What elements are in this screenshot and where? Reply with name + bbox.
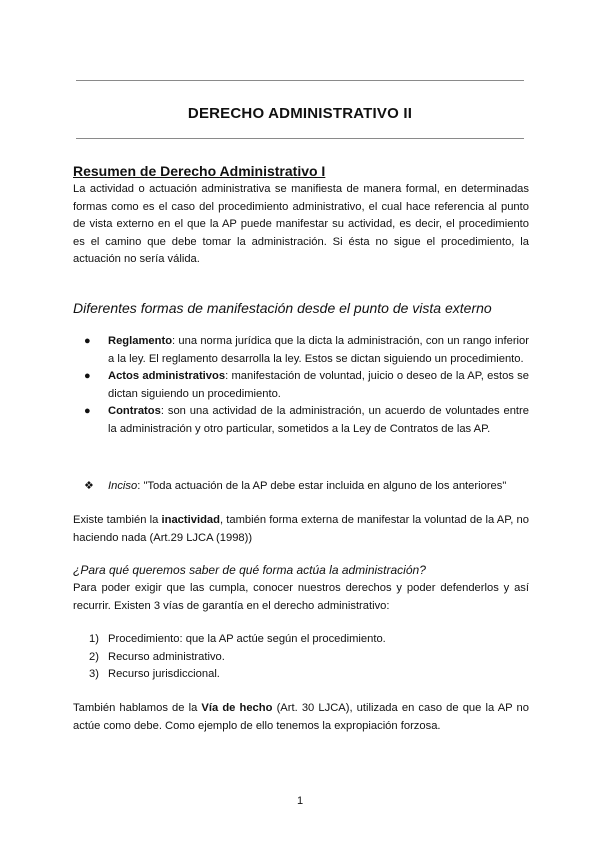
list-item	[73, 403, 529, 438]
inactivity-suffix: , también forma externa de manifestar la voluntad de la AP, no haciendo nada (Art.29 LJCA (1998))	[73, 514, 529, 544]
inactivity-paragraph	[73, 512, 529, 547]
list-item	[73, 333, 529, 368]
inactivity-term: inactividad	[161, 514, 220, 526]
form-text: : manifestación de voluntad, juicio o deseo de la AP, estos se dictan siguiendo un procedimiento.	[108, 370, 529, 400]
intro-paragraph: La actividad o actuación administrativa se manifiesta de manera formal, en determinadas formas como es el caso del procedimiento administrativo, el cual hace referencia al punto de vista externo en el que la AP puede manifestar su actividad, es decir, el procedimiento es el camino que debe tomar la administración. Si ésta no sigue el procedimiento, la actuación no sería válida.	[73, 183, 529, 265]
incise-label: Inciso	[108, 480, 138, 492]
title-divider	[76, 138, 524, 139]
form-term: Contratos	[108, 405, 161, 417]
via-text: Recurso jurisdiccional.	[108, 668, 220, 680]
list-number: 2)	[89, 650, 99, 663]
via-hecho-suffix: (Art. 30 LJCA), utilizada en caso de que la AP no actúe como debe. Como ejemplo de ello tenemos la expropiación forzosa.	[73, 702, 529, 732]
document-title: DERECHO ADMINISTRATIVO II	[187, 105, 413, 122]
via-text: Procedimiento: que la AP actúe según el procedimiento.	[108, 633, 386, 645]
bullet-icon: ●	[84, 405, 91, 417]
form-text: : son una actividad de la administración, un acuerdo de voluntades entre la administración y otro particular, sometidos a la Ley de Contratos de las AP.	[108, 405, 529, 435]
section-heading: Resumen de Derecho Administrativo I	[73, 163, 326, 179]
list-item	[73, 631, 386, 649]
list-item	[73, 368, 529, 403]
vias-list	[73, 631, 386, 684]
list-number: 1)	[89, 633, 99, 645]
page-number: 1	[296, 795, 304, 807]
via-hecho-term: Vía de hecho	[201, 702, 273, 714]
via-text: Recurso administrativo.	[108, 650, 225, 663]
via-hecho-prefix: También hablamos de la	[73, 702, 202, 714]
list-number: 3)	[89, 668, 99, 680]
question-heading: ¿Para qué queremos saber de qué forma actúa la administración?	[73, 563, 426, 577]
list-item	[73, 649, 386, 667]
incise-text: : "Toda actuación de la AP debe estar incluida en alguno de los anteriores"	[137, 480, 507, 492]
forms-list	[73, 333, 529, 438]
via-hecho-paragraph	[73, 700, 529, 735]
forms-subheading: Diferentes formas de manifestación desde el punto de vista externo	[73, 300, 492, 316]
list-item	[73, 666, 386, 684]
bullet-icon: ●	[84, 370, 91, 382]
bullet-icon: ●	[84, 335, 91, 347]
form-term: Actos administrativos	[108, 370, 226, 382]
top-divider	[76, 80, 524, 81]
diamond-icon: ❖	[84, 480, 94, 492]
inactivity-prefix: Existe también la	[73, 514, 162, 526]
incise-note	[73, 478, 506, 496]
form-text: : una norma jurídica que la dicta la administración, con un rango inferior a la ley. El reglamento desarrolla la ley. Estos se dictan siguiendo un procedimiento.	[108, 335, 529, 365]
form-term: Reglamento	[108, 335, 173, 347]
question-paragraph: Para poder exigir que las cumpla, conocer nuestros derechos y poder defenderlos y así recurrir. Existen 3 vías de garantía en el derecho administrativo:	[73, 582, 529, 612]
